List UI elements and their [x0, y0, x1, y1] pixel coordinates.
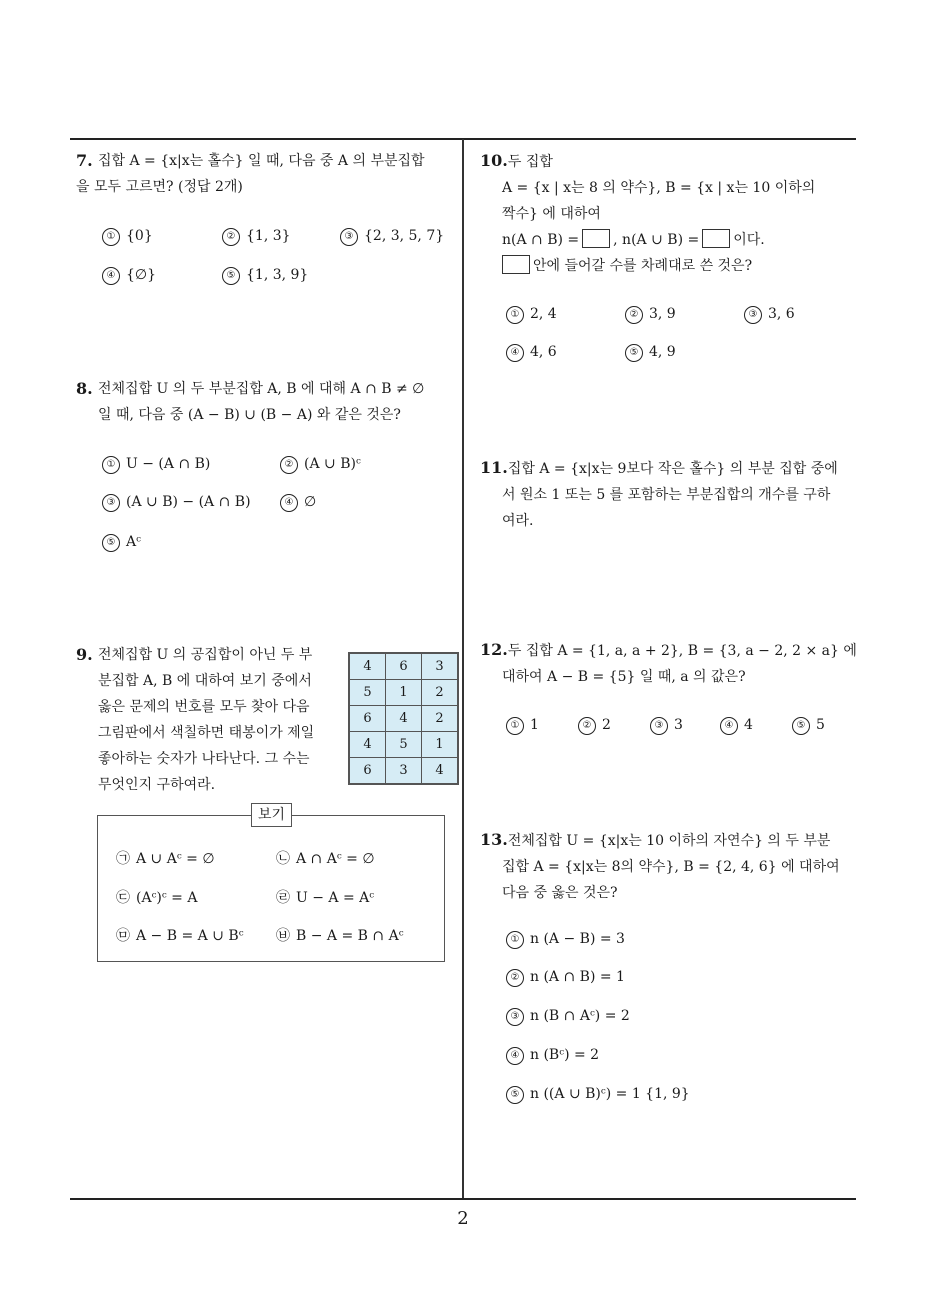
question-text: n(A ∩ B) = , n(A ∪ B) = 이다. — [502, 227, 860, 253]
question-text: 대하여 A − B = {5} 일 때, a 의 값은? — [502, 669, 746, 685]
choice-1[interactable]: ① 2, 4 — [506, 306, 557, 324]
question-text: A = {x | x는 8 의 약수}, B = {x | x는 10 이하의 — [502, 180, 816, 196]
question-8 — [76, 376, 456, 428]
bogi-box — [97, 807, 445, 962]
question-text: 을 모두 고르면? (정답 2개) — [76, 179, 243, 195]
question-text: 집합 A = {x|x는 9보다 작은 홀수} 의 부분 집합 중에 — [507, 461, 838, 477]
question-text: 일 때, 다음 중 (A − B) ∪ (B − A) 와 같은 것은? — [98, 407, 401, 423]
question-text: 그림판에서 색칠하면 태봉이가 제일 — [98, 725, 315, 741]
grid-cell[interactable]: 3 — [386, 758, 422, 785]
answer-blank[interactable] — [582, 229, 610, 248]
question-number: 11. — [480, 458, 508, 477]
choice-5[interactable]: ⑤ Aᶜ — [102, 534, 141, 552]
question-text: 전체집합 U 의 두 부분집합 A, B 에 대해 A ∩ B ≠ ∅ — [98, 381, 425, 397]
choice-4[interactable]: ④ n (Bᶜ) = 2 — [506, 1047, 599, 1065]
question-text: 무엇인지 구하여라. — [98, 777, 216, 793]
question-number: 13. — [480, 830, 508, 849]
choice-2[interactable]: ② (A ∪ B)ᶜ — [280, 456, 361, 474]
grid-cell[interactable]: 4 — [386, 706, 422, 732]
grid-cell[interactable]: 4 — [349, 653, 386, 680]
choice-2[interactable]: ② n (A ∩ B) = 1 — [506, 969, 625, 987]
question-9 — [76, 642, 338, 798]
choice-2[interactable]: ② {1, 3} — [222, 228, 291, 246]
question-13 — [480, 827, 860, 906]
grid-cell[interactable]: 2 — [422, 680, 459, 706]
question-text: 전체집합 U 의 공집합이 아닌 두 부 — [98, 647, 313, 663]
grid-cell[interactable]: 1 — [386, 680, 422, 706]
number-grid — [348, 652, 459, 785]
choice-4[interactable]: ④ ∅ — [280, 494, 316, 512]
bogi-item: ㉡ A ∩ Aᶜ = ∅ — [276, 851, 375, 867]
grid-cell[interactable]: 3 — [422, 653, 459, 680]
bogi-item: ㉣ U − A = Aᶜ — [276, 890, 375, 906]
page-number: 2 — [457, 1208, 469, 1229]
grid-cell[interactable]: 6 — [349, 706, 386, 732]
question-text: 두 집합 — [507, 154, 553, 170]
question-11 — [480, 455, 860, 534]
choice-5[interactable]: ⑤ 5 — [792, 717, 825, 735]
question-text: 분집합 A, B 에 대하여 보기 중에서 — [98, 673, 312, 689]
question-10 — [480, 148, 860, 279]
bogi-title: 보기 — [251, 803, 292, 827]
grid-cell[interactable]: 2 — [422, 706, 459, 732]
choice-5[interactable]: ⑤ 4, 9 — [625, 344, 676, 362]
grid-cell[interactable]: 5 — [349, 680, 386, 706]
question-12 — [480, 637, 860, 690]
choice-3[interactable]: ③ 3, 6 — [744, 306, 795, 324]
choice-4[interactable]: ④ {∅} — [102, 267, 156, 285]
bogi-item: ㉠ A ∪ Aᶜ = ∅ — [116, 851, 215, 867]
question-text: 좋아하는 숫자가 나타난다. 그 수는 — [98, 751, 310, 767]
question-number: 10. — [480, 151, 508, 170]
grid-cell[interactable]: 4 — [422, 758, 459, 785]
choice-4[interactable]: ④ 4, 6 — [506, 344, 557, 362]
choice-1[interactable]: ① U − (A ∩ B) — [102, 456, 210, 474]
bogi-item: ㉢ (Aᶜ)ᶜ = A — [116, 890, 198, 906]
question-text: 서 원소 1 또는 5 를 포함하는 부분집합의 개수를 구하 — [502, 487, 831, 503]
bogi-item: ㉤ A − B = A ∪ Bᶜ — [116, 928, 244, 944]
bogi-item: ㉥ B − A = B ∩ Aᶜ — [276, 928, 404, 944]
choice-3[interactable]: ③ 3 — [650, 717, 683, 735]
question-number: 8. — [76, 379, 93, 398]
choice-3[interactable]: ③ {2, 3, 5, 7} — [340, 228, 444, 246]
question-7 — [76, 148, 456, 200]
answer-blank[interactable] — [702, 229, 730, 248]
question-text: 안에 들어갈 수를 차례대로 쓴 것은? — [502, 253, 860, 279]
choice-1[interactable]: ① n (A − B) = 3 — [506, 931, 625, 949]
choice-4[interactable]: ④ 4 — [720, 717, 753, 735]
question-text: 짝수} 에 대하여 — [502, 206, 601, 222]
question-text: 옳은 문제의 번호를 모두 찾아 다음 — [98, 699, 310, 715]
question-text: 다음 중 옳은 것은? — [502, 885, 618, 901]
question-number: 7. — [76, 151, 93, 170]
choice-3[interactable]: ③ n (B ∩ Aᶜ) = 2 — [506, 1008, 630, 1026]
grid-cell[interactable]: 6 — [349, 758, 386, 785]
choice-2[interactable]: ② 2 — [578, 717, 611, 735]
answer-blank — [502, 255, 530, 274]
question-text: 집합 A = {x|x는 8의 약수}, B = {2, 4, 6} 에 대하여 — [502, 859, 840, 875]
choice-5[interactable]: ⑤ {1, 3, 9} — [222, 267, 308, 285]
choice-2[interactable]: ② 3, 9 — [625, 306, 676, 324]
question-text: 전체집합 U = {x|x는 10 이하의 자연수} 의 두 부분 — [507, 833, 831, 849]
choice-5[interactable]: ⑤ n ((A ∪ B)ᶜ) = 1 {1, 9} — [506, 1086, 690, 1104]
question-text: 여라. — [502, 513, 534, 529]
grid-cell[interactable]: 5 — [386, 732, 422, 758]
grid-cell[interactable]: 1 — [422, 732, 459, 758]
grid-cell[interactable]: 4 — [349, 732, 386, 758]
question-text: 두 집합 A = {1, a, a + 2}, B = {3, a − 2, 2 × a} 에 — [507, 643, 857, 659]
choice-3[interactable]: ③ (A ∪ B) − (A ∩ B) — [102, 494, 251, 512]
question-text: 집합 A = {x|x는 홀수} 일 때, 다음 중 A 의 부분집합 — [98, 153, 425, 169]
question-number: 9. — [76, 645, 93, 664]
column-divider — [462, 139, 464, 1199]
grid-cell[interactable]: 6 — [386, 653, 422, 680]
bottom-rule — [70, 1198, 856, 1200]
choice-1[interactable]: ① {0} — [102, 228, 153, 246]
question-number: 12. — [480, 640, 508, 659]
choice-1[interactable]: ① 1 — [506, 717, 539, 735]
